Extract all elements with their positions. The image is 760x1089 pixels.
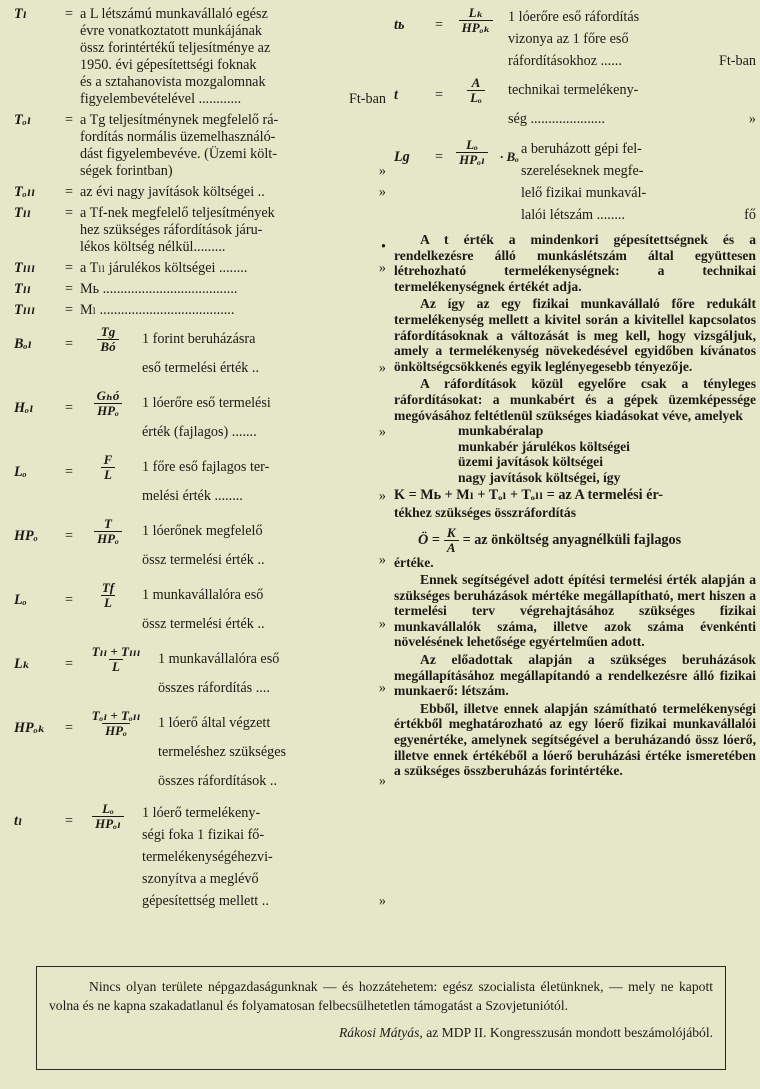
quote-text: Nincs olyan területe népgazdaságunknak — és hozzátehetem: egész szocialista életünknek, — mely ne kapott volna és ne kapna szakadatlanul és folyamatosan felbecsülhetetlen támogatást a Szovjetuniótól. <box>49 979 713 1013</box>
def-HPok: HPₒₖ = $\frac{\text{Tₒₗ + Tₒₗₗ}}{\text{HPₒ}}$ 1 lóerő által végzett termeléshez szükséges összes ráfordítások .. » <box>14 708 386 789</box>
fraction: $\frac{A}{\text{Lₒ}}$ <box>450 76 502 105</box>
right-column: tь = $\frac{\text{Lₖ}}{\text{HPₒₖ}}$ 1 lóerőre eső ráfordítás vizonya az 1 főre eső ráfordításokhoz ...... Ft-ban t = $\frac{A}{\text{Lₒ}}$ technikai termelékeny- ség ..................... » Lg = $\frac{\text{Lₒ}}{\text{HPₒₗ}}$ · Bₒ a beruházott gépi fel- szereléseknek megfe- lelő fizikai munkavál- lalói létszám ........ fő A t érték a mindenkori gépesítettségnek és a rendelkezésre álló munkáslétszám által együttesen létrehozható termelékenységnek: a technikai termelékenységnek értékét adja. Az így az egy fizikai munkavállaló főre redukált termelékenység mellett a kivitel során a kivitellel kapcsolatos ráfordításoknak a változását is meg kell, hogy vizsgáljuk, amely a termelékenység növekedésével egyidőben kívánatos önköltségcsökkenés egyik leglényegesebb tényezője. A ráfordítások közül egyelőre csak a tényleges ráfordításokat: a munkabért és a gépek üzemképessége megóvásához feltétlenül szükséges kiadásokat véve, amelyek munkabéralap munkabér járulékos költségei üzemi javítások költségei nagy javítások költségei, így K = Mь + Mₗ + Tₒₗ + Tₒₗₗ = az A termelési ér- tékhez szükséges összráfordítás Ö = $\frac{K}{A}$ = az önköltség anyagnélküli fajlagos értéke. Ennek segítségével adott építési termelési érték alapján a szükséges beruházások mértéke megállapítható, mert hiszen a termelési terv végrehajtásához szükséges fizikai munkavállalók száma, illetve azok száma évenkénti növelésének lehetősége egyértelműen adott. Az előadottak alapján a szükséges beruházások megállapításához megállapítandó a rendelkezésre álló fizikai munkaerő: létszám. Ebből, illetve ennek alapján számítható termelékenységi értékből meghatározható az egy lóerő fizikai munkavállalói egyenértéke, amelynek segítségével a beruházandó össz lóerő, illetve ennek értékéből a lóerő beruházási értéke ismeretében a szükséges összberuházás forintértéke. <box>394 5 756 779</box>
fraction: $\frac{\text{Lₒ}}{\text{HPₒₗ}}$ <box>450 138 494 167</box>
quote-box <box>36 966 726 1070</box>
paragraph-2: Az így az egy fizikai munkavállaló főre redukált termelékenység mellett a kivitel során a kivitellel kapcsolatos ráfordításoknak a változását is meg kell, hogy vizsgáljuk, amely a termelékenység növekedésével egyidőben kívánatos önköltségcsökkenés egyik leglényegesebb tényezője. <box>394 296 756 374</box>
def-t: t = $\frac{A}{\text{Lₒ}}$ technikai termelékeny- ség ..................... » <box>394 75 756 127</box>
def-Lo2: Lₒ = $\frac{Tf}{L}$ 1 munkavállalóra eső össz termelési érték .. » <box>14 580 386 632</box>
def-tl: tₗ = $\frac{\text{Lₒ}}{\text{HPₒₗ}}$ 1 lóerő termelékeny- ségi foka 1 fizikai fő- termelékenységéhezvi- szonyítva a meglévő gépesítettség mellett .. » <box>14 801 386 909</box>
list-item: munkabér járulékos költségei <box>458 438 630 454</box>
quote-author: Rákosi Mátyás, <box>338 1025 423 1040</box>
def-Lk: Lₖ = $\frac{\text{Tₗₗ + Tₗₗₗ}}{L}$ 1 munkavállalóra eső összes ráfordítás .... » <box>14 644 386 696</box>
list-item: üzemi javítások költségei <box>458 454 603 470</box>
fraction: $\frac{\text{Gₕó}}{\text{HPₒ}}$ <box>80 389 136 418</box>
fraction: $\frac{\text{Tₗₗ + Tₗₗₗ}}{L}$ <box>91 644 141 674</box>
def-Lo: Lₒ = $\frac{F}{L}$ 1 főre eső fajlagos ter- melési érték ........ » <box>14 452 386 504</box>
paragraph-4: Ennek segítségével adott építési termelési érték alapján a szükséges beruházások mértéke megállapítható, mert hiszen a termelési terv végrehajtásához szükséges fizikai munkavállalók száma, illetve azok száma évenkénti növelésének lehetősége egyértelműen adott. <box>394 572 756 650</box>
symbol: Tₗ <box>14 6 27 22</box>
def-Tll: Tₗₗ = a Tf-nek megfelelő teljesítmények hez szükséges ráfordítások járu- lékos költség nélkül......... • <box>14 205 386 255</box>
def-Lg: Lg = $\frac{\text{Lₒ}}{\text{HPₒₗ}}$ · Bₒ a beruházott gépi fel- szereléseknek megfe- lelő fizikai munkavál- lalói létszám ........ fő <box>394 137 756 223</box>
paragraph-3: A ráfordítások közül egyelőre csak a tényleges ráfordításokat: a munkabért és a gépek üzemképessége megóvásához feltétlenül szükséges kiadásokat véve, amelyek <box>394 376 756 423</box>
k-formula: K = Mь + Mₗ + Tₒₗ + Tₒₗₗ = az A termelési ér- tékhez szükséges összráfordítás <box>394 486 663 520</box>
cost-list <box>458 423 756 485</box>
quote-source: az MDP II. Kongresszusán mondott beszámolójából. <box>426 1025 713 1040</box>
def-Tgll: Tₒₗₗ = az évi nagy javítások költségei .. » <box>14 184 386 200</box>
fraction: $\frac{Tg}{Bó}$ <box>80 325 136 354</box>
def-Tlll2: Tₗₗₗ = Mₗ ...................................... <box>14 302 235 318</box>
paragraph-5: Az előadottak alapján a szükséges beruházások megállapításához megállapítandó a rendelkezésre álló fizikai munkaerő: létszám. <box>394 652 756 699</box>
paragraph-6: Ebből, illetve ennek alapján számítható termelékenységi értékből meghatározható az egy lóerő fizikai munkavállalói egyenértéke, amelynek segítségével a beruházandó össz lóerő, illetve ennek értékéből a lóerő beruházási értéke ismeretében a szükséges összberuházás forintértéke. <box>394 700 756 779</box>
def-Bol: Bₒₗ = $\frac{Tg}{Bó}$ 1 forint beruházásra eső termelési érték .. » <box>14 324 386 376</box>
fraction: $\frac{T}{\text{HPₒ}}$ <box>80 517 136 546</box>
fraction: $\frac{\text{Tₒₗ + Tₒₗₗ}}{\text{HPₒ}}$ <box>91 708 141 738</box>
def-tb: tь = $\frac{\text{Lₖ}}{\text{HPₒₖ}}$ 1 lóerőre eső ráfordítás vizonya az 1 főre eső ráfordításokhoz ...... Ft-ban <box>394 5 756 69</box>
def-Hol: Hₒₗ = $\frac{\text{Gₕó}}{\text{HPₒ}}$ 1 lóerőre eső termelési érték (fajlagos) ....... » <box>14 388 386 440</box>
fraction: $\frac{Tf}{L}$ <box>101 580 115 610</box>
fraction: $\frac{K}{A}$ <box>444 526 459 555</box>
paragraph-1: A t érték a mindenkori gépesítettségnek és a rendelkezésre álló munkáslétszám által együttesen létrehozható termelékenységnek: a technikai termelékenységnek értékét adja. <box>394 232 756 294</box>
quote-attribution <box>49 1023 713 1042</box>
list-item: munkabéralap <box>458 423 544 439</box>
left-column <box>14 6 386 912</box>
fraction: $\frac{F}{L}$ <box>80 453 136 482</box>
list-item: nagy javítások költségei, így <box>458 469 621 485</box>
def-Tll2: Tₗₗ = Mь ...................................... <box>14 281 238 297</box>
fraction: $\frac{\text{Lₒ}}{\text{HPₒₗ}}$ <box>80 802 136 831</box>
def-T1: Tₗ = a L létszámú munkavállaló egész évre vonatkoztatott munkájának össz forintértékű teljesítménye az 1950. évi gépesítettségi foknak és a sztahanovista mozgalomnak figyelembevételével ............ Ft-ban <box>14 6 386 107</box>
fraction: $\frac{\text{Lₖ}}{\text{HPₒₖ}}$ <box>450 6 502 35</box>
def-Tgl: Tₒₗ = a Tg teljesítménynek megfelelő rá- fordítás normális üzemelhasználó- dást figyelembevéve. (Üzemi költ- ségek forintban) » <box>14 112 386 179</box>
def-Tlll: Tₗₗₗ = a Tₗₗ járulékos költségei ........ » <box>14 260 386 276</box>
def-HPo: HPₒ = $\frac{T}{\text{HPₒ}}$ 1 lóerőnek megfelelő össz termelési érték .. » <box>14 516 386 568</box>
o-formula: Ö = $\frac{K}{A}$ = az önköltség anyagnélküli fajlagos <box>418 524 682 555</box>
